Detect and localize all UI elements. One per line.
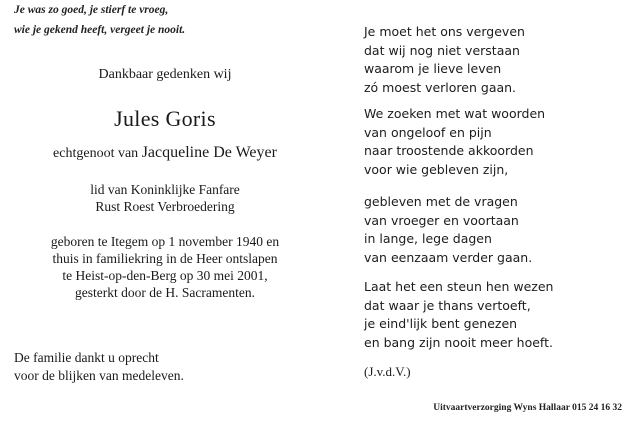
right-panel bbox=[340, 0, 630, 426]
motto-line: wie je gekend heeft, vergeet je nooit. bbox=[14, 24, 186, 36]
membership bbox=[0, 181, 330, 215]
spouse-name: Jacqueline De Weyer bbox=[141, 144, 277, 161]
thanks-line: De familie dankt u oprecht bbox=[14, 350, 159, 365]
poem-line: waarom je lieve leven bbox=[364, 61, 502, 76]
intro-text: Dankbaar gedenken wij bbox=[98, 67, 232, 82]
spouse-line bbox=[0, 143, 330, 164]
biography-line: gesterkt door de H. Sacramenten. bbox=[75, 285, 255, 300]
poem-stanza bbox=[364, 23, 525, 97]
poem-line: voor wie gebleven zijn, bbox=[364, 161, 509, 177]
poem-line: We zoeken met wat woorden bbox=[364, 106, 546, 121]
poem-line: en bang zijn nooit meer hoeft. bbox=[364, 334, 553, 350]
family-thanks bbox=[14, 349, 184, 385]
undertaker-credit: Uitvaartverzorging Wyns Hallaar 015 24 16 32 bbox=[433, 403, 622, 413]
poem-line: in lange, lege dagen bbox=[364, 231, 492, 246]
biography-line: te Heist-op-den-Berg op 30 mei 2001, bbox=[62, 268, 268, 283]
poem-stanza bbox=[364, 105, 545, 179]
poem-line: zó moest verloren gaan. bbox=[364, 79, 517, 95]
poem-line: gebleven met de vragen bbox=[364, 194, 518, 209]
poem-line: Je moet het ons vergeven bbox=[364, 24, 525, 39]
poem-line: van eenzaam verder gaan. bbox=[364, 249, 533, 265]
biography bbox=[0, 233, 330, 301]
poem-stanza bbox=[364, 193, 532, 267]
poem-author-initials: (J.v.d.V.) bbox=[364, 364, 411, 379]
poem-line: van vroeger en voortaan bbox=[364, 212, 519, 228]
deceased-name: Jules Goris bbox=[114, 106, 216, 131]
poem-line: dat wij nog niet verstaan bbox=[364, 42, 520, 58]
poem-line: je eind'lijk bent genezen bbox=[364, 316, 518, 331]
biography-line: thuis in familiekring in de Heer ontslapen bbox=[52, 251, 278, 266]
membership-line: Rust Roest Verbroedering bbox=[95, 199, 235, 214]
membership-line: lid van Koninklijke Fanfare bbox=[90, 182, 240, 197]
spouse-prefix: echtgenoot van bbox=[53, 146, 139, 161]
poem-line: naar troostende akkoorden bbox=[364, 143, 534, 158]
thanks-line: voor de blijken van medeleven. bbox=[14, 368, 184, 383]
poem-line: dat waar je thans vertoeft, bbox=[364, 297, 531, 313]
biography-line: geboren te Itegem op 1 november 1940 en bbox=[50, 234, 280, 249]
poem-stanza bbox=[364, 278, 553, 352]
motto bbox=[14, 0, 314, 40]
poem-line: van ongeloof en pijn bbox=[364, 124, 492, 140]
motto-line: Je was zo goed, je stierf te vroeg, bbox=[14, 4, 169, 16]
poem-line: Laat het een steun hen wezen bbox=[364, 279, 554, 294]
